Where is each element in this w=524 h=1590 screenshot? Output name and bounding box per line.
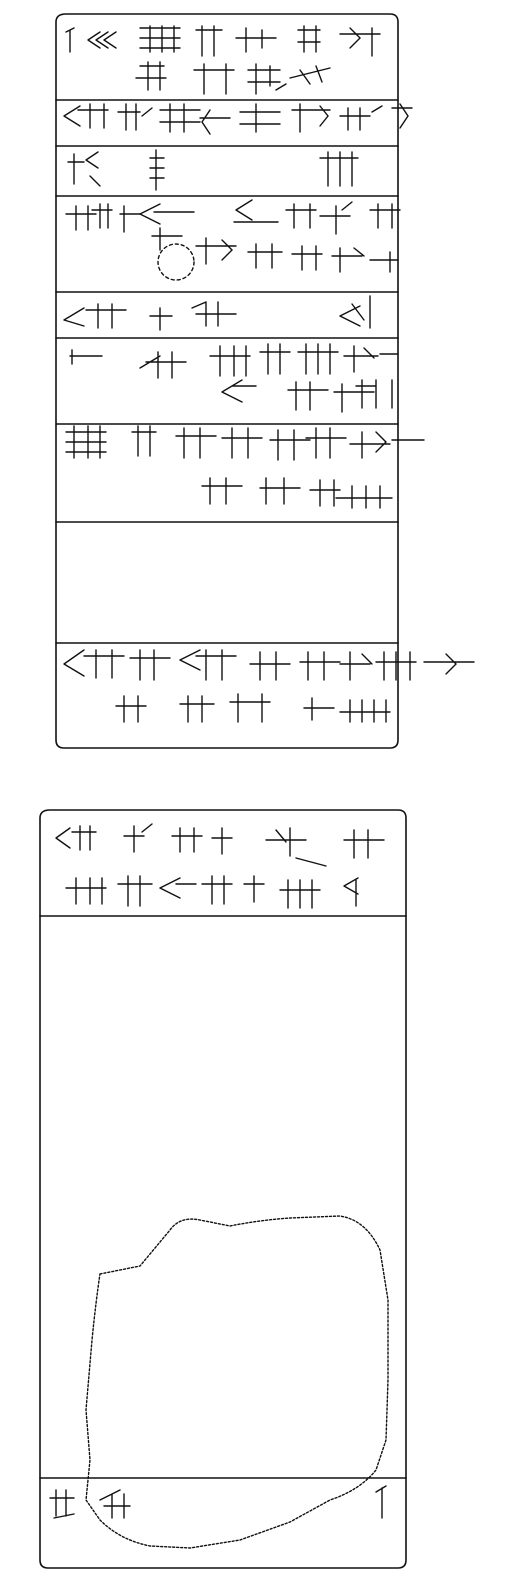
cuneiform-line-4 (66, 200, 400, 272)
cuneiform-line-5 (64, 296, 370, 330)
cuneiform-line-7 (66, 426, 424, 508)
reverse-drawing (0, 780, 524, 1590)
break-outline (86, 1216, 388, 1548)
reverse-outline (40, 810, 406, 1568)
tablet-obverse (0, 0, 524, 760)
cuneiform-line-r3 (50, 1486, 386, 1518)
cuneiform-line-6 (70, 344, 398, 412)
cuneiform-line-1 (66, 26, 380, 94)
cuneiform-line-2 (64, 104, 412, 134)
cuneiform-line-3 (68, 150, 358, 190)
tablet-reverse (0, 780, 524, 1590)
cuneiform-line-r2 (66, 876, 358, 908)
obverse-drawing (0, 0, 524, 760)
damage-marking (158, 244, 194, 280)
cuneiform-line-8 (64, 650, 474, 722)
cuneiform-line-r1 (56, 824, 384, 866)
obverse-outline (56, 14, 398, 748)
